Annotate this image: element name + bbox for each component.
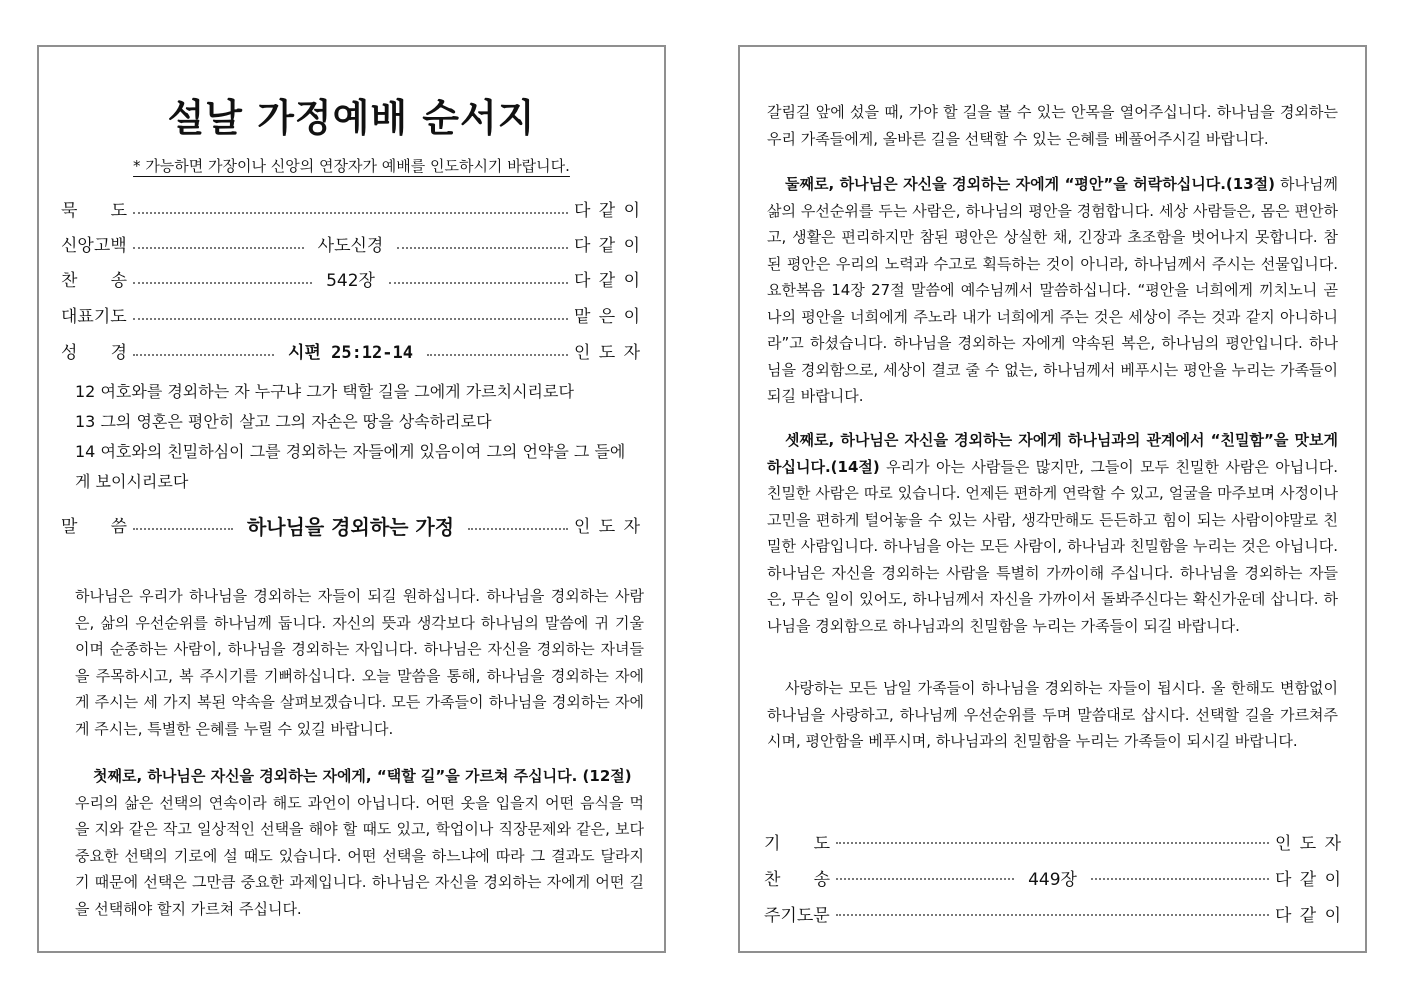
order-who: 인 도 자 bbox=[1275, 833, 1341, 854]
order-item-sermon bbox=[61, 513, 640, 541]
order-label: 주기도문 bbox=[764, 905, 830, 926]
order-label: 기 도 bbox=[764, 833, 830, 854]
leader-dots bbox=[133, 282, 312, 284]
leader-dots bbox=[397, 247, 568, 249]
order-who: 다 같 이 bbox=[1275, 869, 1341, 890]
order-detail: 시편 25:12-14 bbox=[288, 343, 413, 363]
sermon-point-3 bbox=[767, 427, 1338, 639]
leader-notice bbox=[39, 155, 664, 176]
order-detail: 542장 bbox=[326, 271, 375, 291]
order-who: 다 같 이 bbox=[574, 271, 640, 291]
sermon-point-1 bbox=[75, 763, 644, 922]
order-who: 맡 은 이 bbox=[574, 307, 640, 327]
verse: 14 여호와의 친밀하심이 그를 경외하는 자들에게 있음이여 그의 언약을 그 들에게 보이시리로다 bbox=[75, 442, 626, 491]
leader-dots bbox=[427, 354, 568, 356]
point-heading: 둘째로, 하나님은 자신을 경외하는 자에게 “평안”을 허락하십니다.(13절) bbox=[785, 175, 1275, 193]
order-who: 인 도 자 bbox=[574, 517, 641, 537]
leader-notice-text: * 가능하면 가장이나 신앙의 연장자가 예배를 인도하시기 바랍니다. bbox=[133, 157, 570, 175]
sermon-point-1-continued bbox=[767, 99, 1338, 152]
order-label: 신앙고백 bbox=[61, 236, 127, 256]
order-label: 말 씀 bbox=[61, 517, 127, 537]
verse: 12 여호와를 경외하는 자 누구냐 그가 택할 길을 그에게 가르치시리로다 bbox=[75, 382, 574, 401]
order-item-closing-prayer bbox=[764, 827, 1341, 855]
order-item-prayer bbox=[61, 303, 640, 331]
order-item-closing-hymn bbox=[764, 863, 1341, 891]
leader-dots bbox=[133, 318, 568, 320]
point-heading: 첫째로, 하나님은 자신을 경외하는 자에게, “택할 길”을 가르쳐 주십니다. (12절) bbox=[93, 767, 632, 785]
verse: 13 그의 영혼은 평안히 살고 그의 자손은 땅을 상속하리로다 bbox=[75, 412, 492, 431]
leader-dots bbox=[133, 212, 568, 214]
leader-dots bbox=[133, 528, 233, 530]
point-heading: 셋째로, 하나님은 자신을 경외하는 자에게 하나님과의 관계에서 “친밀함”을 맛보게 하십니다.(14절) bbox=[767, 431, 1338, 476]
leader-dots bbox=[836, 842, 1269, 844]
leader-dots bbox=[468, 528, 568, 530]
order-who: 다 같 이 bbox=[1275, 905, 1341, 926]
order-item-lords-prayer bbox=[764, 899, 1341, 927]
order-label: 찬 송 bbox=[764, 869, 830, 890]
paragraph: 하나님께 삶의 우선순위를 두는 사람은, 하나님의 평안을 경험합니다. 세상 사람들은, 몸은 편안하고, 생활은 편리하지만 참된 평안은 상실한 채, 긴장과 초조함을 벗어나지 못합니다. 참된 평안은 우리의 노력과 수고로 획득하는 것이 아니라, 하나님께서 주시는 선물입니다. 요한복음 14장 27절 말씀에 예수님께서 말씀하십니다. “평안을 너희에게 끼치노니 곧 나의 평안을 너희에게 주노라 내가 너희에게 주는 것은 세상이 주는 것과 같지 아니하니라”고 하셨습니다. 하나님을 경외하는 자에게 약속된 복은, 하나님의 평안입니다. 하나님을 경외함으로, 세상이 결코 줄 수 없는, 하나님께서 베푸시는 평안을 누리는 가족들이 되길 바랍니다. bbox=[767, 175, 1338, 405]
paragraph: 갈림길 앞에 섰을 때, 가야 할 길을 볼 수 있는 안목을 열어주십니다. 하나님을 경외하는 우리 가족들에게, 올바른 길을 선택할 수 있는 은혜를 베풀어주시길 바랍니다. bbox=[767, 103, 1338, 148]
left-page bbox=[37, 45, 666, 953]
order-item-creed bbox=[61, 232, 640, 260]
order-item-silent-prayer bbox=[61, 197, 640, 225]
sermon-point-2 bbox=[767, 171, 1338, 410]
sermon-conclusion bbox=[767, 675, 1338, 755]
order-label: 묵 도 bbox=[61, 201, 127, 221]
order-label: 찬 송 bbox=[61, 271, 127, 291]
paragraph: 우리가 아는 사람들은 많지만, 그들이 모두 친밀한 사람은 아닙니다. 친밀한 사람은 따로 있습니다. 언제든 편하게 연락할 수 있고, 얼굴을 마주보며 사정이나 고민을 편하게 털어놓을 수 있는 사람, 생각만해도 든든하고 힘이 되는 사람이야말로 친밀한 사람입니다. 하나님을 아는 모든 사람이, 하나님과 친밀함을 누리는 것은 아닙니다. 하나님은 자신을 경외하는 사람을 특별히 가까이해 주십니다. 하나님을 경외하는 자들은, 무슨 일이 있어도, 하나님께서 자신을 가까이서 돌봐주신다는 확신가운데 삽니다. 하나님을 경외함으로 하나님과의 친밀함을 누리는 가족들이 되길 바랍니다. bbox=[767, 457, 1338, 635]
paragraph: 우리의 삶은 선택의 연속이라 해도 과언이 아닙니다. 어떤 옷을 입을지 어떤 음식을 먹을 지와 같은 작고 일상적인 선택을 해야 할 때도 있고, 학업이나 직장문제와 같은, 보다 중요한 선택의 기로에 설 때도 있습니다. 어떤 선택을 하느냐에 따라 그 결과도 달라지기 때문에 선택은 그만큼 중요한 과제입니다. 하나님은 자신을 경외하는 자에게 어떤 길을 선택해야 할지 가르쳐 주십니다. bbox=[75, 793, 644, 918]
order-item-hymn bbox=[61, 267, 640, 295]
leader-dots bbox=[1091, 878, 1269, 880]
leader-dots bbox=[836, 878, 1014, 880]
order-who: 다 같 이 bbox=[574, 236, 641, 256]
order-item-scripture bbox=[61, 339, 640, 367]
leader-dots bbox=[133, 354, 274, 356]
page-title: 설날 가정예배 순서지 bbox=[167, 96, 536, 140]
paragraph: 사랑하는 모든 남일 가족들이 하나님을 경외하는 자들이 됩시다. 올 한해도 변함없이 하나님을 사랑하고, 하나님께 우선순위를 두며 말씀대로 삽시다. 선택할 길을 가르쳐주시며, 평안함을 베푸시며, 하나님과의 친밀함을 누리는 가족들이 되시길 바랍니다. bbox=[767, 679, 1338, 750]
order-label: 성 경 bbox=[61, 343, 127, 363]
paragraph: 하나님은 우리가 하나님을 경외하는 자들이 되길 원하십니다. 하나님을 경외하는 사람은, 삶의 우선순위를 하나님께 둡니다. 자신의 뜻과 생각보다 하나님의 말씀에 귀 기울이며 순종하는 사람이, 하나님을 경외하는 자입니다. 하나님은 자신을 경외하는 자녀들을 주목하시고, 복 주시기를 기뻐하십니다. 오늘 말씀을 통해, 하나님을 경외하는 자에게 주시는 세 가지 복된 약속을 살펴보겠습니다. 모든 가족들이 하나님을 경외하는 자에게 주시는, 특별한 은혜를 누릴 수 있길 바랍니다. bbox=[75, 587, 644, 738]
sermon-title: 하나님을 경외하는 가정 bbox=[246, 515, 455, 539]
sermon-intro bbox=[75, 583, 644, 742]
right-page bbox=[738, 45, 1367, 953]
order-detail: 사도신경 bbox=[317, 236, 384, 256]
order-who: 인 도 자 bbox=[574, 343, 640, 363]
leader-dots bbox=[389, 282, 568, 284]
leader-dots bbox=[133, 247, 304, 249]
leader-dots bbox=[836, 914, 1269, 916]
order-who: 다 같 이 bbox=[574, 201, 640, 221]
scripture-verses bbox=[75, 377, 640, 497]
order-label: 대표기도 bbox=[61, 307, 127, 327]
order-detail: 449장 bbox=[1028, 869, 1077, 890]
